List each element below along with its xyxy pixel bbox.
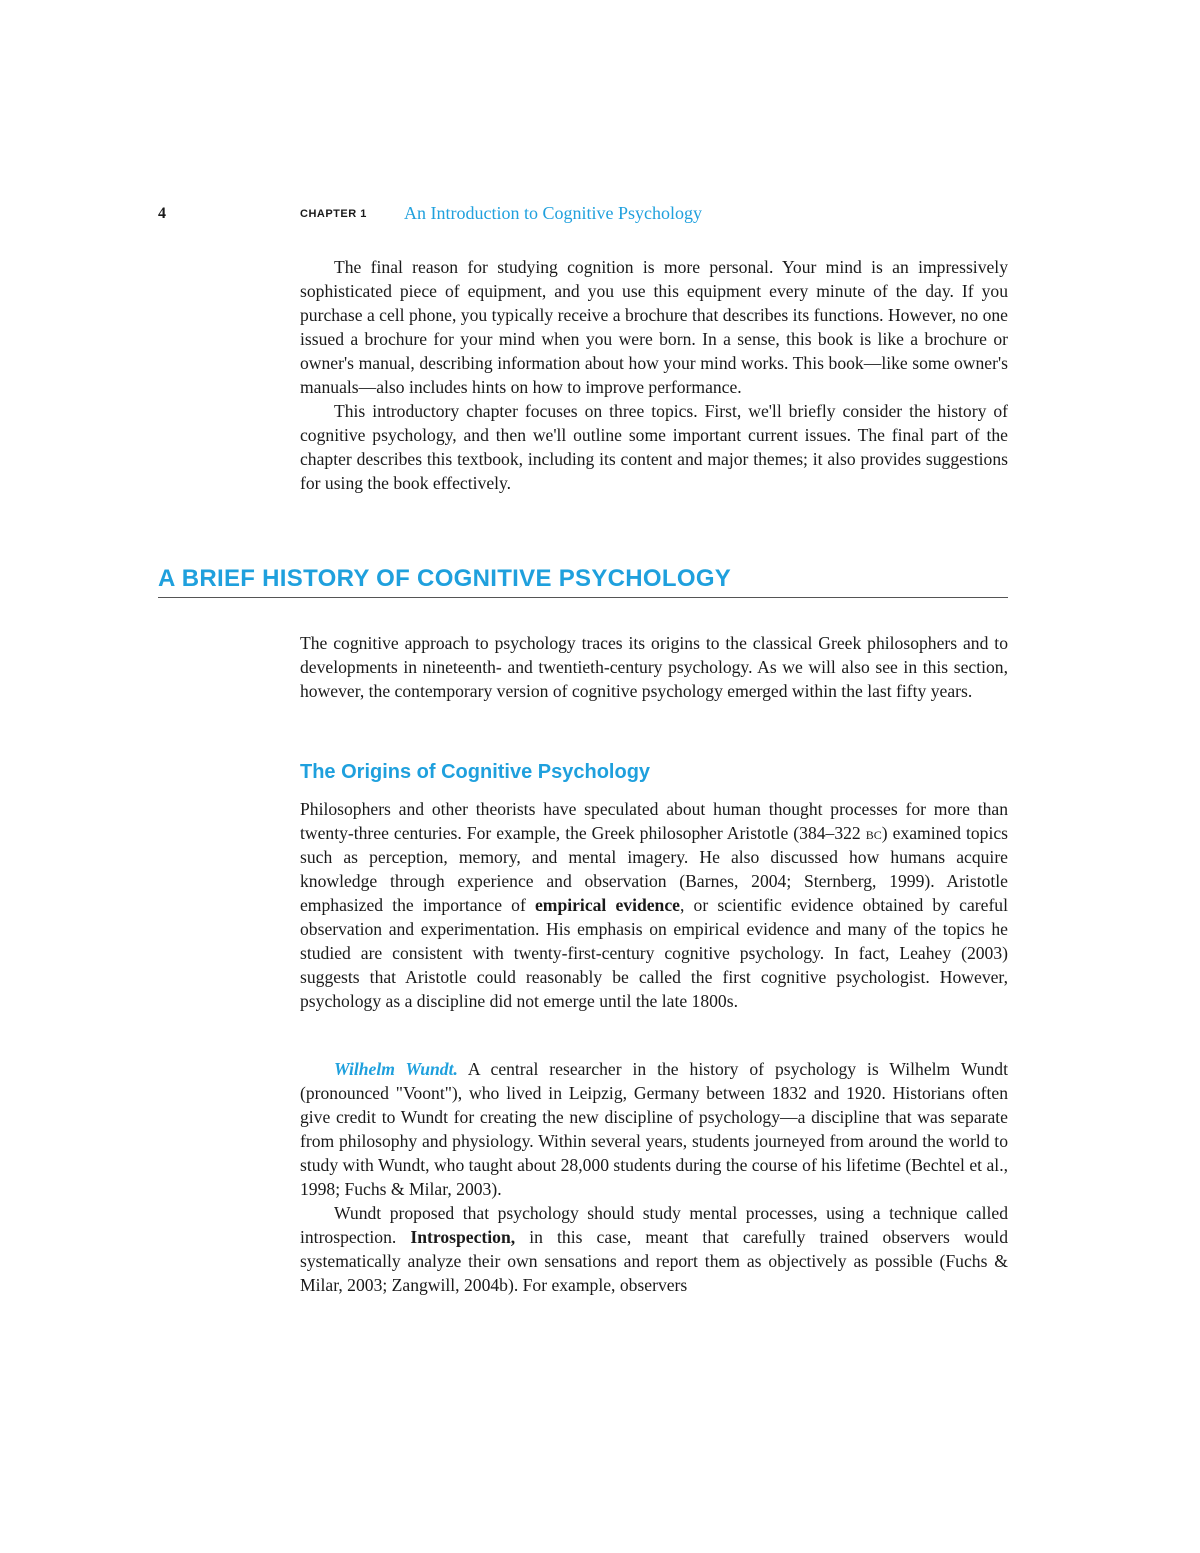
wundt-text: [300, 1057, 1008, 1297]
origins-text-part-a: Philosophers and other theorists have speculated about human thought processes for more than twenty-three centuries. For example, the Greek philosopher Aristotle (384–322: [300, 799, 1008, 843]
era-abbreviation: bc: [865, 823, 882, 843]
origins-text-part-c: , or scientific evidence obtained by careful observation and experimentation. His emphasis on empirical evidence and many of the topics he studied are consistent with twenty-first-century cognitive psychology. In fact, Leahey (2003) suggests that Aristotle could reasonably be called the first cognitive psychologist. However, psychology as a discipline did not emerge until the late 1800s.: [300, 895, 1008, 1011]
subsection-heading: The Origins of Cognitive Psychology: [300, 761, 651, 783]
key-term-empirical-evidence: empirical evidence: [534, 895, 680, 915]
wundt-paragraph-2: [300, 1201, 1008, 1297]
origins-text-part-b: ) examined topics such as perception, memory, and mental imagery. He also discussed how humans acquire knowledge through experience and observation (Barnes, 2004; Sternberg, 1999). Aristotle emphasized the importance of: [300, 823, 1009, 915]
wundt-paragraph-2-part-b: in this case, meant that carefully trained observers would systematically analyze their own sensations and report them as objectively as possible (Fuchs & Milar, 2003; Zangwill, 2004b). For example, observers: [300, 1227, 1008, 1295]
intro-paragraph-1: The final reason for studying cognition is more personal. Your mind is an impressively sophisticated piece of equipment, and you use this equipment every minute of the day. If you purchase a cell phone, you typically receive a brochure that describes its functions. However, no one issued a brochure for your mind when you were born. In a sense, this book is like a brochure or owner's manual, describing information about how your mind works. This book—like some owner's manuals—also includes hints on how to improve performance.: [300, 257, 1008, 397]
section-intro-text: [300, 631, 1008, 703]
wundt-paragraph-1-text: A central researcher in the history of psychology is Wilhelm Wundt (pronounced "Voont"), who lived in Leipzig, Germany between 1832 and 1920. Historians often give credit to Wundt for creating the new discipline of psychology—a discipline that was separate from philosophy and physiology. Within several years, students journeyed from around the world to study with Wundt, who taught about 28,000 students during the course of his lifetime (Bechtel et al., 1998; Fuchs & Milar, 2003).: [300, 1059, 1008, 1199]
chapter-title: An Introduction to Cognitive Psychology: [404, 203, 702, 223]
section-intro-paragraph: The cognitive approach to psychology traces its origins to the classical Greek philosophers and to developments in nineteenth- and twentieth-century psychology. As we will also see in this section, however, the contemporary version of cognitive psychology emerged within the last fifty years.: [300, 633, 1008, 701]
run-in-heading-wundt: Wilhelm Wundt.: [334, 1059, 458, 1079]
section-heading: A BRIEF HISTORY OF COGNITIVE PSYCHOLOGY: [158, 565, 1008, 598]
running-head: [158, 202, 1008, 226]
wundt-paragraph-1: [300, 1057, 1008, 1201]
origins-paragraph: [300, 797, 1008, 1013]
page-number: 4: [158, 205, 166, 222]
key-term-introspection: Introspection,: [410, 1227, 516, 1247]
intro-paragraph-2: This introductory chapter focuses on three topics. First, we'll briefly consider the history of cognitive psychology, and then we'll outline some important current issues. The final part of the chapter describes this textbook, including its content and major themes; it also provides suggestions for using the book effectively.: [300, 401, 1008, 493]
origins-text: [300, 797, 1008, 1013]
chapter-label: CHAPTER 1: [300, 208, 367, 220]
wundt-paragraph-2-part-a: Wundt proposed that psychology should study mental processes, using a technique called introspection.: [300, 1203, 1008, 1247]
intro-text: [300, 255, 1008, 495]
